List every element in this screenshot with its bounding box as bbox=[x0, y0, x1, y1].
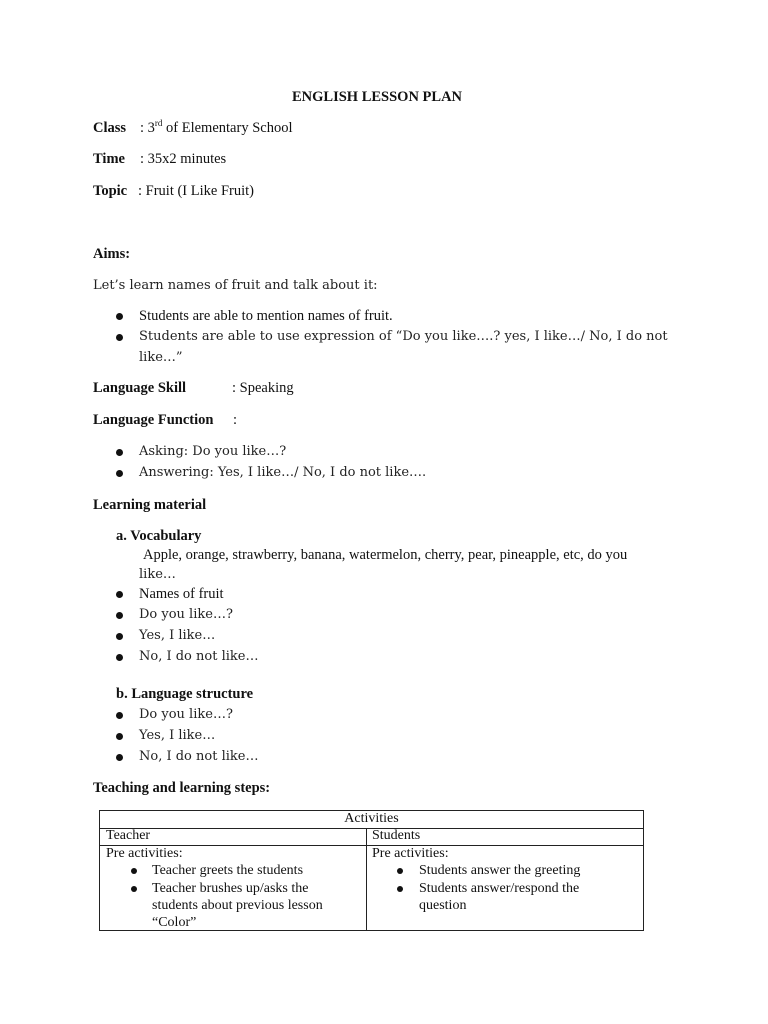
vocabulary-item: Do you like…? bbox=[139, 607, 233, 622]
topic-label: Topic bbox=[93, 183, 128, 199]
students-pre-activities: Pre activities: bbox=[372, 846, 449, 861]
vocabulary-item: Yes, I like… bbox=[139, 628, 216, 643]
bullet-icon bbox=[116, 334, 123, 341]
bullet-icon bbox=[397, 868, 403, 874]
vocabulary-line: Apple, orange, strawberry, banana, watermelon, cherry, pear, pineapple, etc, do you bbox=[143, 547, 628, 563]
time-value: : 35x2 minutes bbox=[140, 151, 227, 167]
language-skill-label: Language Skill bbox=[93, 380, 187, 396]
table-header-activities: Activities bbox=[344, 811, 399, 826]
bullet-icon bbox=[116, 754, 123, 761]
vocabulary-line-continuation: like… bbox=[139, 567, 176, 582]
document-title: ENGLISH LESSON PLAN bbox=[292, 89, 463, 105]
language-skill-value: : Speaking bbox=[232, 380, 294, 396]
activities-table bbox=[99, 810, 644, 931]
teacher-pre-activities: Pre activities: bbox=[106, 846, 183, 861]
class-label: Class bbox=[93, 120, 127, 136]
structure-item: Yes, I like… bbox=[139, 728, 216, 743]
students-activity-continuation: question bbox=[419, 898, 467, 913]
topic-value: : Fruit (I Like Fruit) bbox=[138, 183, 254, 199]
bullet-icon bbox=[131, 868, 137, 874]
aims-item: Students are able to use expression of “Do you like….? yes, I like…/ No, I do not bbox=[139, 329, 668, 344]
bullet-icon bbox=[397, 886, 403, 892]
column-header-teacher: Teacher bbox=[106, 828, 151, 843]
table-column-divider bbox=[366, 828, 367, 930]
bullet-icon bbox=[131, 886, 137, 892]
language-function-colon: : bbox=[233, 412, 238, 428]
aims-heading: Aims: bbox=[93, 246, 131, 262]
bullet-icon bbox=[116, 612, 123, 619]
steps-heading: Teaching and learning steps: bbox=[93, 780, 271, 796]
class-value: : 3rd of Elementary School bbox=[140, 118, 293, 136]
bullet-icon bbox=[116, 654, 123, 661]
bullet-icon bbox=[116, 591, 123, 598]
aims-intro: Let’s learn names of fruit and talk about it: bbox=[93, 278, 378, 293]
column-header-students: Students bbox=[372, 828, 421, 843]
bullet-icon bbox=[116, 470, 123, 477]
bullet-icon bbox=[116, 712, 123, 719]
aims-item-continuation: like…” bbox=[139, 350, 183, 365]
structure-item: Do you like…? bbox=[139, 707, 233, 722]
teacher-activity-continuation: “Color” bbox=[152, 915, 197, 930]
bullet-icon bbox=[116, 733, 123, 740]
learning-material-heading: Learning material bbox=[93, 497, 207, 513]
vocabulary-item: Names of fruit bbox=[139, 586, 224, 602]
time-label: Time bbox=[93, 151, 125, 167]
vocabulary-heading: a. Vocabulary bbox=[116, 528, 202, 544]
bullet-icon bbox=[116, 449, 123, 456]
language-structure-heading: b. Language structure bbox=[116, 686, 254, 702]
students-activity: Students answer/respond the bbox=[419, 881, 580, 896]
bullet-icon bbox=[116, 313, 123, 320]
teacher-activity-continuation: students about previous lesson bbox=[152, 898, 323, 913]
language-function-label: Language Function bbox=[93, 412, 214, 428]
students-activity: Students answer the greeting bbox=[419, 863, 581, 878]
bullet-icon bbox=[116, 633, 123, 640]
teacher-activity: Teacher brushes up/asks the bbox=[152, 881, 309, 896]
aims-item: Students are able to mention names of fruit. bbox=[139, 308, 393, 324]
language-function-item: Answering: Yes, I like…/ No, I do not like…. bbox=[139, 465, 427, 480]
language-function-item: Asking: Do you like…? bbox=[139, 444, 287, 459]
teacher-activity: Teacher greets the students bbox=[152, 863, 304, 878]
vocabulary-item: No, I do not like… bbox=[139, 649, 259, 664]
structure-item: No, I do not like… bbox=[139, 749, 259, 764]
